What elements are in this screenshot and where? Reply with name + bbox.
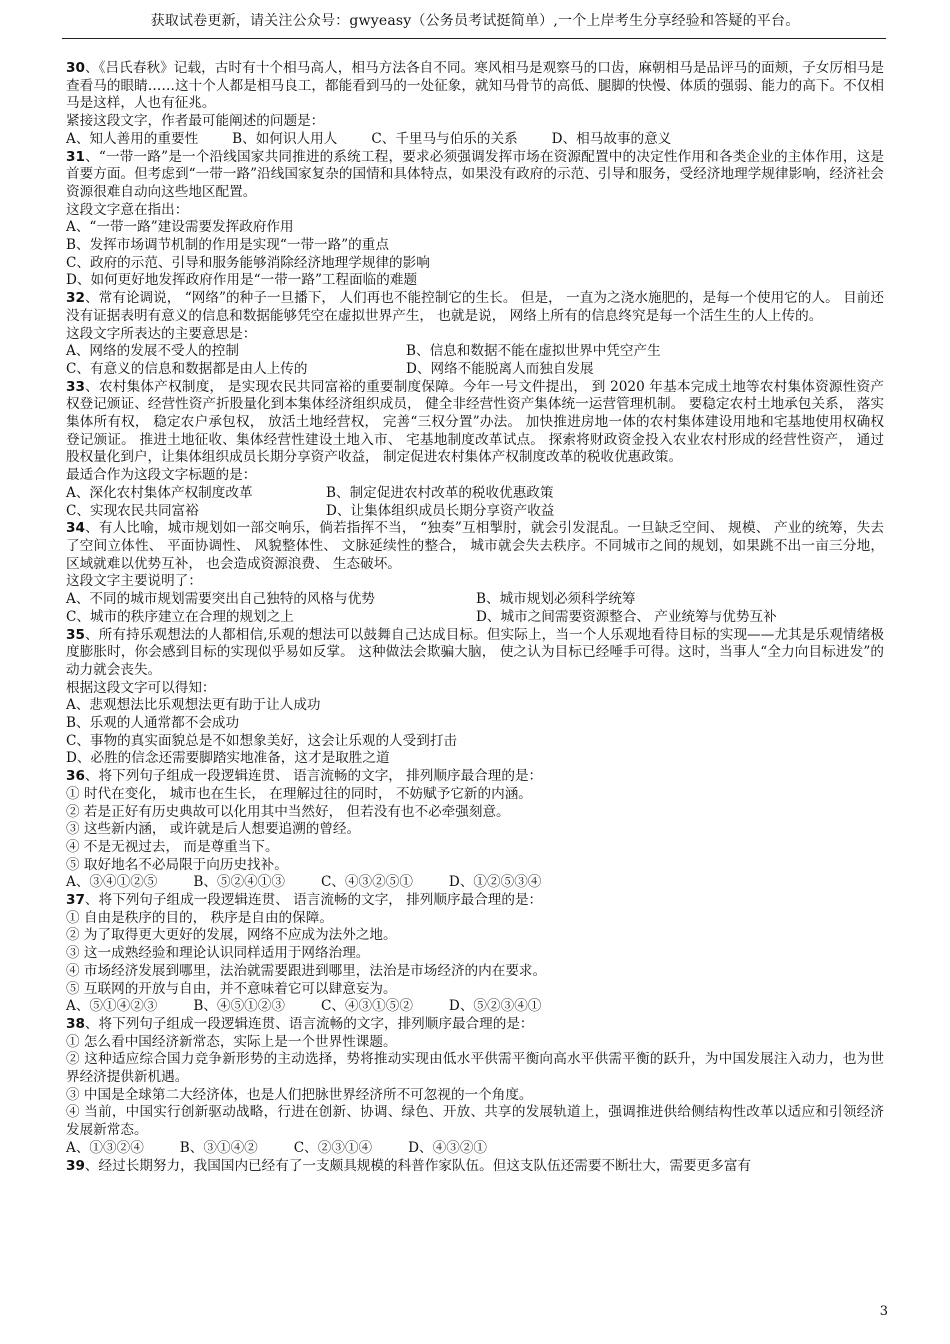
option-a: A、不同的城市规划需要突出自己独特的风格与优势 xyxy=(66,591,375,608)
question-text: 、将下列句子组成一段逻辑连贯、 语言流畅的文字， 排列顺序最合理的是： xyxy=(84,892,543,909)
question-33 xyxy=(66,379,884,468)
option-a: A、①③②④ xyxy=(66,1139,144,1156)
question-text: 、将下列句子组成一段逻辑连贯、语言流畅的文字，排列顺序最合理的是： xyxy=(84,1015,534,1032)
option-d: D、城市之间需要资源整合、 产业统筹与优势互补 xyxy=(476,608,777,625)
option-a: A、“一带一路”建设需要发挥政府作用 xyxy=(66,219,294,236)
question-text: 、有人比喻，城市规划如一部交响乐，倘若指挥不当， “独奏”互相掣肘，就会引发混乱。一旦缺乏空间、 规模、 产业的统筹，失去了空间立体性、 平面协调性、 风貌整体性、 文脉延续性的整合， 城市就会失去秩序。不同城市之间的规划，如果跳不出一亩三分地， 区域就难以优势互补， 也会造成资源浪费、 生态破坏。 xyxy=(66,520,884,572)
question-number: 32 xyxy=(66,290,85,307)
options-row xyxy=(66,591,884,609)
sentence-2: ② 这种适应综合国力竞争新形势的主动选择，势将推动实现由低水平供需平衡向高水平供需平衡的跃升，为中国发展注入动力，也为世界经济提供新机遇。 xyxy=(66,1051,884,1086)
option-b: B、⑤②④①③ xyxy=(193,874,285,891)
sentence-2: ② 若是正好有历史典故可以化用其中当然好， 但若没有也不必牵强刻意。 xyxy=(66,803,510,820)
sentence-3: ③ 这些新内涵， 或许就是后人想要追溯的曾经。 xyxy=(66,821,361,838)
question-text: 、“一带一路”是一个沿线国家共同推进的系统工程，要求必须强调发挥市场在资源配置中的决定性作用和各类企业的主体作用，这是首要方面。但考虑到“一带一路”沿线国家复杂的国情和具体特点，如果没有政府的示范、引导和服务，受经济地理学规律影响，经济社会资源很难自动向这些地区配置。 xyxy=(66,148,884,200)
sentence-1: ① 时代在变化， 城市也在生长， 在理解过往的同时， 不妨赋予它新的内涵。 xyxy=(66,785,532,802)
sentence-4: ④ 市场经济发展到哪里，法治就需要跟进到哪里，法治是市场经济的内在要求。 xyxy=(66,962,547,979)
options-row xyxy=(66,131,884,149)
question-number: 30 xyxy=(66,60,85,76)
sentence-5: ⑤ 互联网的开放与自由，并不意味着它可以肆意妄为。 xyxy=(66,980,397,997)
options-row xyxy=(66,874,884,892)
option-c: C、政府的示范、引导和服务能够消除经济地理学规律的影响 xyxy=(66,254,430,271)
options-row xyxy=(66,503,884,521)
sentence-5: ⑤ 取好地名不必局限于向历史找补。 xyxy=(66,856,288,873)
option-b: B、③①④② xyxy=(179,1139,258,1156)
option-a: A、深化农村集体产权制度改革 xyxy=(66,484,253,501)
option-c: C、有意义的信息和数据都是由人上传的 xyxy=(66,360,308,377)
option-d: D、④③②① xyxy=(408,1139,488,1156)
options-row xyxy=(66,485,884,503)
option-c: C、实现农民共同富裕 xyxy=(66,502,199,519)
header-divider xyxy=(62,38,886,39)
question-38 xyxy=(66,1016,884,1034)
option-b: B、如何识人用人 xyxy=(232,130,338,147)
question-text: 、农村集体产权制度， 是实现农民共同富裕的重要制度保障。今年一号文件提出， 到 2020 年基本完成土地等农村集体资源性资产权登记颁证、经营性资产折股量化到本集体经济组织成员， 健全非经营性资产集体统一运营管理机制。 要稳定农村土地承包关系， 落实集体所有权， 稳定农户承包权， 放活土地经营权， 完善“三权分置”办法。 加快推进房地一体的农村集体建设用地和宅基地使用权确权登记颁证。 推进土地征收、集体经营性建设土地入市、 宅基地制度改革试点。 探索将财政资金投入农业农村形成的经营性资产， 通过股权量化到户，让集体组织成员长期分享资产收益， 制定促进农村集体产权制度改革的税收优惠政策。 xyxy=(66,378,884,466)
question-number: 36 xyxy=(66,768,85,785)
question-30 xyxy=(66,60,884,113)
option-d: D、让集体组织成员长期分享资产收益 xyxy=(326,502,555,519)
option-d: D、如何更好地发挥政府作用是“一带一路”工程面临的难题 xyxy=(66,272,418,289)
option-b: B、城市规划必须科学统筹 xyxy=(476,591,636,608)
question-text: 、将下列句子组成一段逻辑连贯、 语言流畅的文字， 排列顺序最合理的是： xyxy=(84,768,543,785)
question-prompt: 这段文字所表达的主要意思是： xyxy=(66,325,257,342)
question-number: 34 xyxy=(66,520,85,537)
question-31 xyxy=(66,149,884,202)
question-text: 、常有论调说， “网络”的种子一旦播下， 人们再也不能控制它的生长。 但是， 一直为之浇水施肥的，是每一个使用它的人。 目前还没有证据表明有意义的信息和数据能够凭空在虚拟世界产生， 也就是说， 网络上所有的信息终究是每一个活生生的人上传的。 xyxy=(66,290,884,324)
option-b: B、信息和数据不能在虚拟世界中凭空产生 xyxy=(406,343,661,360)
question-number: 37 xyxy=(66,892,85,909)
question-number: 33 xyxy=(66,378,85,395)
question-39 xyxy=(66,1158,884,1176)
question-prompt: 这段文字意在指出： xyxy=(66,201,189,218)
option-b: B、乐观的人通常都不会成功 xyxy=(66,715,240,732)
option-c: C、千里马与伯乐的关系 xyxy=(371,130,518,147)
question-prompt: 这段文字主要说明了： xyxy=(66,573,202,590)
question-number: 35 xyxy=(66,626,85,643)
question-prompt: 最适合作为这段文字标题的是： xyxy=(66,467,257,484)
question-37 xyxy=(66,892,884,910)
question-number: 39 xyxy=(66,1157,85,1174)
question-36 xyxy=(66,768,884,786)
options-row xyxy=(66,998,884,1016)
option-a: A、③④①②⑤ xyxy=(66,874,158,891)
option-a: A、⑤①④②③ xyxy=(66,998,158,1015)
option-a: A、知人善用的重要性 xyxy=(66,130,199,147)
option-d: D、相马故事的意义 xyxy=(551,130,672,147)
question-text: 、经过长期努力，我国国内已经有了一支颇具规模的科普作家队伍。但这支队伍还需要不断壮大，需要更多富有 xyxy=(84,1157,752,1174)
option-c: C、②③①④ xyxy=(293,1139,373,1156)
option-c: C、④③①⑤② xyxy=(320,998,413,1015)
sentence-3: ③ 这一成熟经验和理论认识同样适用于网络治理。 xyxy=(66,945,370,962)
question-34 xyxy=(66,520,884,573)
option-d: D、①②⑤③④ xyxy=(448,874,542,891)
option-a: A、悲观想法比乐观想法更有助于让人成功 xyxy=(66,697,321,714)
options-row xyxy=(66,361,884,379)
option-b: B、制定促进农村改革的税收优惠政策 xyxy=(326,484,554,501)
sentence-3: ③ 中国是全球第二大经济体，也是人们把脉世界经济所不可忽视的一个角度。 xyxy=(66,1086,533,1103)
options-row xyxy=(66,1140,884,1158)
question-35 xyxy=(66,627,884,680)
sentence-4: ④ 当前，中国实行创新驱动战略，行进在创新、协调、绿色、开放、共享的发展轨道上，强调推进供给侧结构性改革以适应和引领经济发展新常态。 xyxy=(66,1104,884,1139)
option-c: C、④③②⑤① xyxy=(320,874,413,891)
option-c: C、城市的秩序建立在合理的规划之上 xyxy=(66,608,294,625)
question-text: 、《吕氏春秋》记载，古时有十个相马高人，相马方法各自不同。寒风相马是观察马的口齿，麻朝相马是品评马的面颊，子女厉相马是查看马的眼睛……这十个人都是相马良工，都能看到马的一处征象，就知马骨节的高低、腿脚的快慢、体质的强弱、能力的高下。不仅相马是这样，人也有征兆。 xyxy=(66,60,884,112)
sentence-1: ① 自由是秩序的目的， 秩序是自由的保障。 xyxy=(66,909,333,926)
option-d: D、必胜的信念还需要脚踏实地准备，这才是取胜之道 xyxy=(66,750,390,767)
question-prompt: 紧接这段文字，作者最可能阐述的问题是： xyxy=(66,113,325,130)
page-number: 3 xyxy=(879,1304,888,1319)
question-32 xyxy=(66,290,884,325)
option-b: B、发挥市场调节机制的作用是实现“一带一路”的重点 xyxy=(66,237,389,254)
sentence-2: ② 为了取得更大更好的发展，网络不应成为法外之地。 xyxy=(66,927,397,944)
sentence-1: ① 怎么看中国经济新常态，实际上是一个世界性课题。 xyxy=(66,1033,397,1050)
option-c: C、事物的真实面貌总是不如想象美好，这会让乐观的人受到打击 xyxy=(66,732,458,749)
header-notice: 获取试卷更新，请关注公众号：gwyeasy（公务员考试挺简单）,一个上岸考生分享经验和答疑的平台。 xyxy=(150,13,800,29)
options-row xyxy=(66,609,884,627)
option-d: D、⑤②③④① xyxy=(448,998,542,1015)
question-number: 38 xyxy=(66,1015,85,1032)
option-a: A、网络的发展不受人的控制 xyxy=(66,343,239,360)
question-prompt: 根据这段文字可以得知： xyxy=(66,679,216,696)
option-d: D、网络不能脱离人而独自发展 xyxy=(406,360,594,377)
sentence-4: ④ 不是无视过去， 而是尊重当下。 xyxy=(66,838,279,855)
question-text: 、所有持乐观想法的人都相信,乐观的想法可以鼓舞自己达成目标。但实际上，当一个人乐观地看待目标的实现——尤其是乐观情绪极度膨胀时，你会感到目标的实现似乎易如反掌。 这种做法会欺骗大脑， 使之认为目标已经唾手可得。这时，当事人“全力向目标进发”的动力就会丧失。 xyxy=(66,626,884,678)
question-number: 31 xyxy=(66,148,85,165)
page-content xyxy=(66,60,884,1175)
options-row xyxy=(66,343,884,361)
option-b: B、④⑤①②③ xyxy=(193,998,285,1015)
